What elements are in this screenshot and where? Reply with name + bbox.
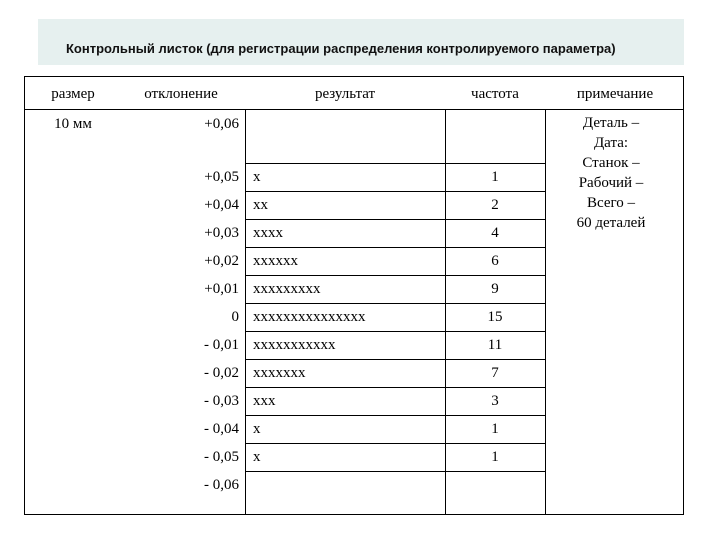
row-divider	[245, 359, 545, 360]
deviation-cell: - 0,03	[204, 393, 239, 409]
frequency-cell: 2	[491, 197, 499, 213]
result-cell: хххххх	[253, 253, 298, 269]
row-divider	[245, 219, 545, 220]
deviation-cell: +0,03	[204, 225, 239, 241]
deviation-cell: - 0,04	[204, 421, 239, 437]
size-value: 10 мм	[54, 116, 92, 132]
deviation-cell: +0,04	[204, 197, 239, 213]
result-cell: х	[253, 421, 261, 437]
row-divider	[245, 303, 545, 304]
row-divider	[245, 275, 545, 276]
frequency-cell: 1	[491, 449, 499, 465]
deviation-cell: +0,02	[204, 253, 239, 269]
check-sheet-table	[24, 76, 684, 515]
header-frequency: частота	[471, 86, 519, 102]
result-cell: х	[253, 169, 261, 185]
deviation-cell: - 0,02	[204, 365, 239, 381]
result-cell: ххх	[253, 393, 276, 409]
frequency-cell: 7	[491, 365, 499, 381]
row-divider	[245, 471, 545, 472]
column-divider	[545, 110, 546, 514]
header-size: размер	[51, 86, 95, 102]
note-line: Дата:	[593, 135, 629, 151]
row-divider	[245, 163, 545, 164]
row-divider	[245, 387, 545, 388]
frequency-cell: 6	[491, 253, 499, 269]
frequency-cell: 9	[491, 281, 499, 297]
frequency-cell: 11	[487, 337, 503, 353]
frequency-cell: 3	[491, 393, 499, 409]
note-block	[537, 113, 685, 233]
result-cell: хххх	[253, 225, 283, 241]
note-line: Деталь –	[582, 115, 640, 131]
header-deviation: отклонение	[144, 86, 218, 102]
row-divider	[245, 191, 545, 192]
frequency-cell: 1	[491, 421, 499, 437]
deviation-cell: +0,05	[204, 169, 239, 185]
deviation-cell: +0,06	[204, 116, 239, 132]
result-cell: ххххххх	[253, 365, 306, 381]
row-divider	[245, 415, 545, 416]
deviation-cell: 0	[231, 309, 239, 325]
header-result: результат	[314, 86, 376, 102]
deviation-cell: - 0,05	[204, 449, 239, 465]
deviation-cell: - 0,01	[204, 337, 239, 353]
row-divider	[245, 247, 545, 248]
result-cell: ххххххххх	[253, 281, 321, 297]
row-divider	[245, 331, 545, 332]
result-cell: х	[253, 449, 261, 465]
row-divider	[245, 443, 545, 444]
deviation-cell: - 0,06	[204, 477, 239, 493]
header-note: примечание	[576, 86, 654, 102]
frequency-cell: 4	[491, 225, 499, 241]
result-cell: ххххххххххх	[253, 337, 336, 353]
note-line: Рабочий –	[578, 175, 644, 191]
column-divider	[245, 110, 246, 514]
deviation-cell: +0,01	[204, 281, 239, 297]
sheet-title: Контрольный листок (для регистрации распределения контролируемого параметра)	[38, 19, 684, 65]
frequency-cell: 1	[491, 169, 499, 185]
result-cell: ххххххххххххххх	[253, 309, 366, 325]
header-divider	[25, 109, 683, 110]
frequency-cell: 15	[487, 309, 503, 325]
note-line: 60 деталей	[576, 215, 646, 231]
note-line: Станок –	[582, 155, 640, 171]
note-line: Всего –	[586, 195, 636, 211]
result-cell: хх	[253, 197, 268, 213]
